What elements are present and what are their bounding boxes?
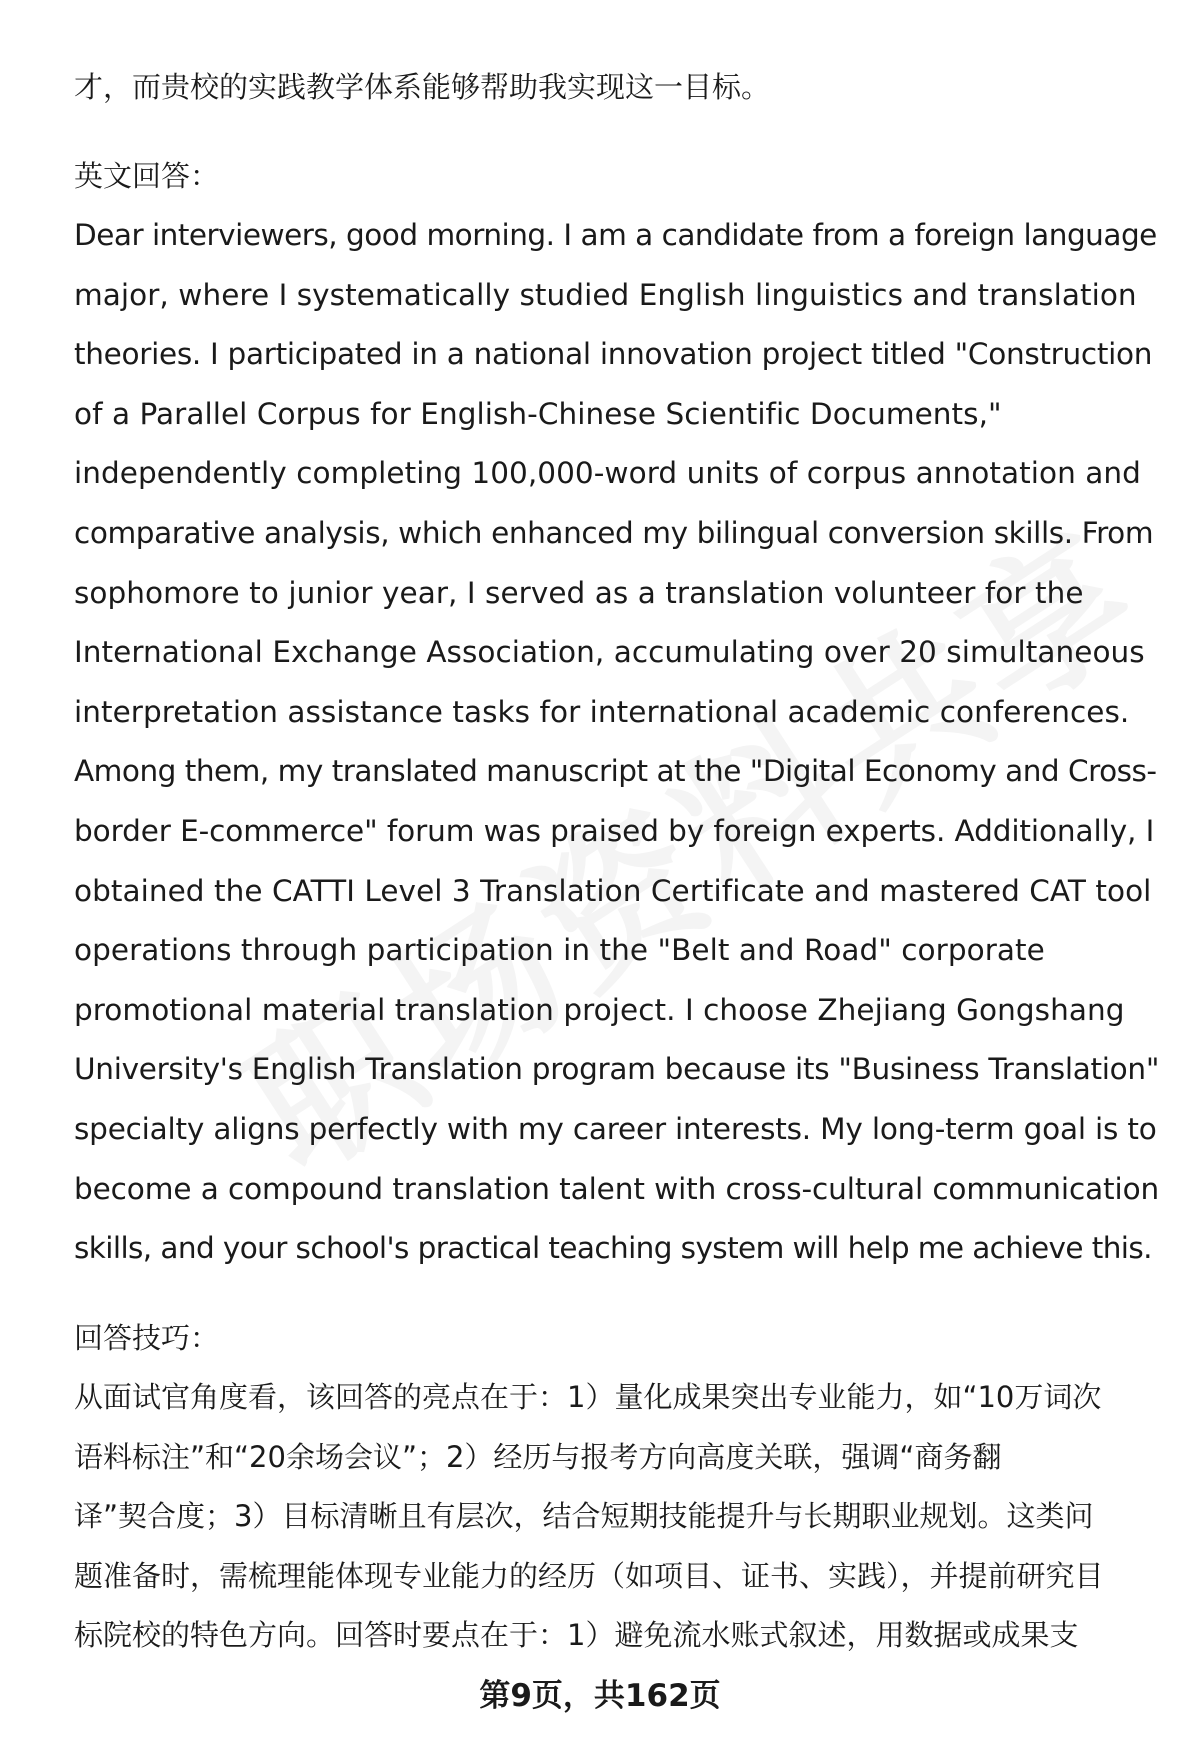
intro-paragraph xyxy=(74,58,1154,118)
english-answer-line: comparative analysis, which enhanced my bilingual conversion skills. From xyxy=(74,515,1154,550)
answer-tips-line: 译”契合度；3）目标清晰且有层次，结合短期技能提升与长期职业规划。这类问 xyxy=(74,1499,1094,1534)
page-number-footer: 第9页，共162页 xyxy=(479,1678,721,1714)
answer-tips-line: 从面试官角度看，该回答的亮点在于：1）量化成果突出专业能力，如“10万词次 xyxy=(74,1380,1102,1415)
english-answer-line: Dear interviewers, good morning. I am a candidate from a foreign language xyxy=(74,218,1157,252)
english-answer-line: promotional material translation project. I choose Zhejiang Gongshang xyxy=(74,992,1125,1027)
english-answer-line: independently completing 100,000-word units of corpus annotation and xyxy=(74,456,1141,491)
intro-line: 才，而贵校的实践教学体系能够帮助我实现这一目标。 xyxy=(74,70,771,104)
answer-tips-heading: 回答技巧： xyxy=(74,1320,220,1355)
english-answer-line: become a compound translation talent with cross-cultural communication xyxy=(74,1171,1160,1206)
english-answer-line: skills, and your school's practical teaching system will help me achieve this. xyxy=(74,1231,1152,1266)
page-content xyxy=(74,58,1160,1666)
english-answer-line: operations through participation in the "Belt and Road" corporate xyxy=(74,933,1045,968)
english-answer-heading: 英文回答： xyxy=(74,158,220,193)
english-answer-line: of a Parallel Corpus for English-Chinese Scientific Documents," xyxy=(74,396,1002,431)
english-answer-line: sophomore to junior year, I served as a translation volunteer for the xyxy=(74,575,1084,610)
english-answer-section xyxy=(74,147,1160,1279)
english-answer-line: border E-commerce" forum was praised by foreign experts. Additionally, I xyxy=(74,813,1155,848)
english-answer-line: University's English Translation program because its "Business Translation" xyxy=(74,1052,1160,1087)
english-answer-line: obtained the CATTI Level 3 Translation Certificate and mastered CAT tool xyxy=(74,873,1152,908)
english-answer-line: specialty aligns perfectly with my career interests. My long-term goal is to xyxy=(74,1111,1157,1146)
answer-tips-section xyxy=(74,1309,1154,1666)
english-answer-line: International Exchange Association, accumulating over 20 simultaneous xyxy=(74,635,1145,670)
english-answer-line: interpretation assistance tasks for international academic conferences. xyxy=(74,694,1130,729)
english-answer-line: major, where I systematically studied English linguistics and translation xyxy=(74,277,1137,312)
answer-tips-line: 标院校的特色方向。回答时要点在于：1）避免流水账式叙述，用数据或成果支 xyxy=(74,1618,1079,1653)
answer-tips-line: 题准备时，需梳理能体现专业能力的经历（如项目、证书、实践），并提前研究目 xyxy=(74,1558,1104,1593)
english-answer-line: Among them, my translated manuscript at the "Digital Economy and Cross- xyxy=(74,754,1157,789)
answer-tips-line: 语料标注”和“20余场会议”；2）经历与报考方向高度关联，强调“商务翻 xyxy=(74,1439,1002,1474)
english-answer-line: theories. I participated in a national innovation project titled "Construction xyxy=(74,337,1153,372)
